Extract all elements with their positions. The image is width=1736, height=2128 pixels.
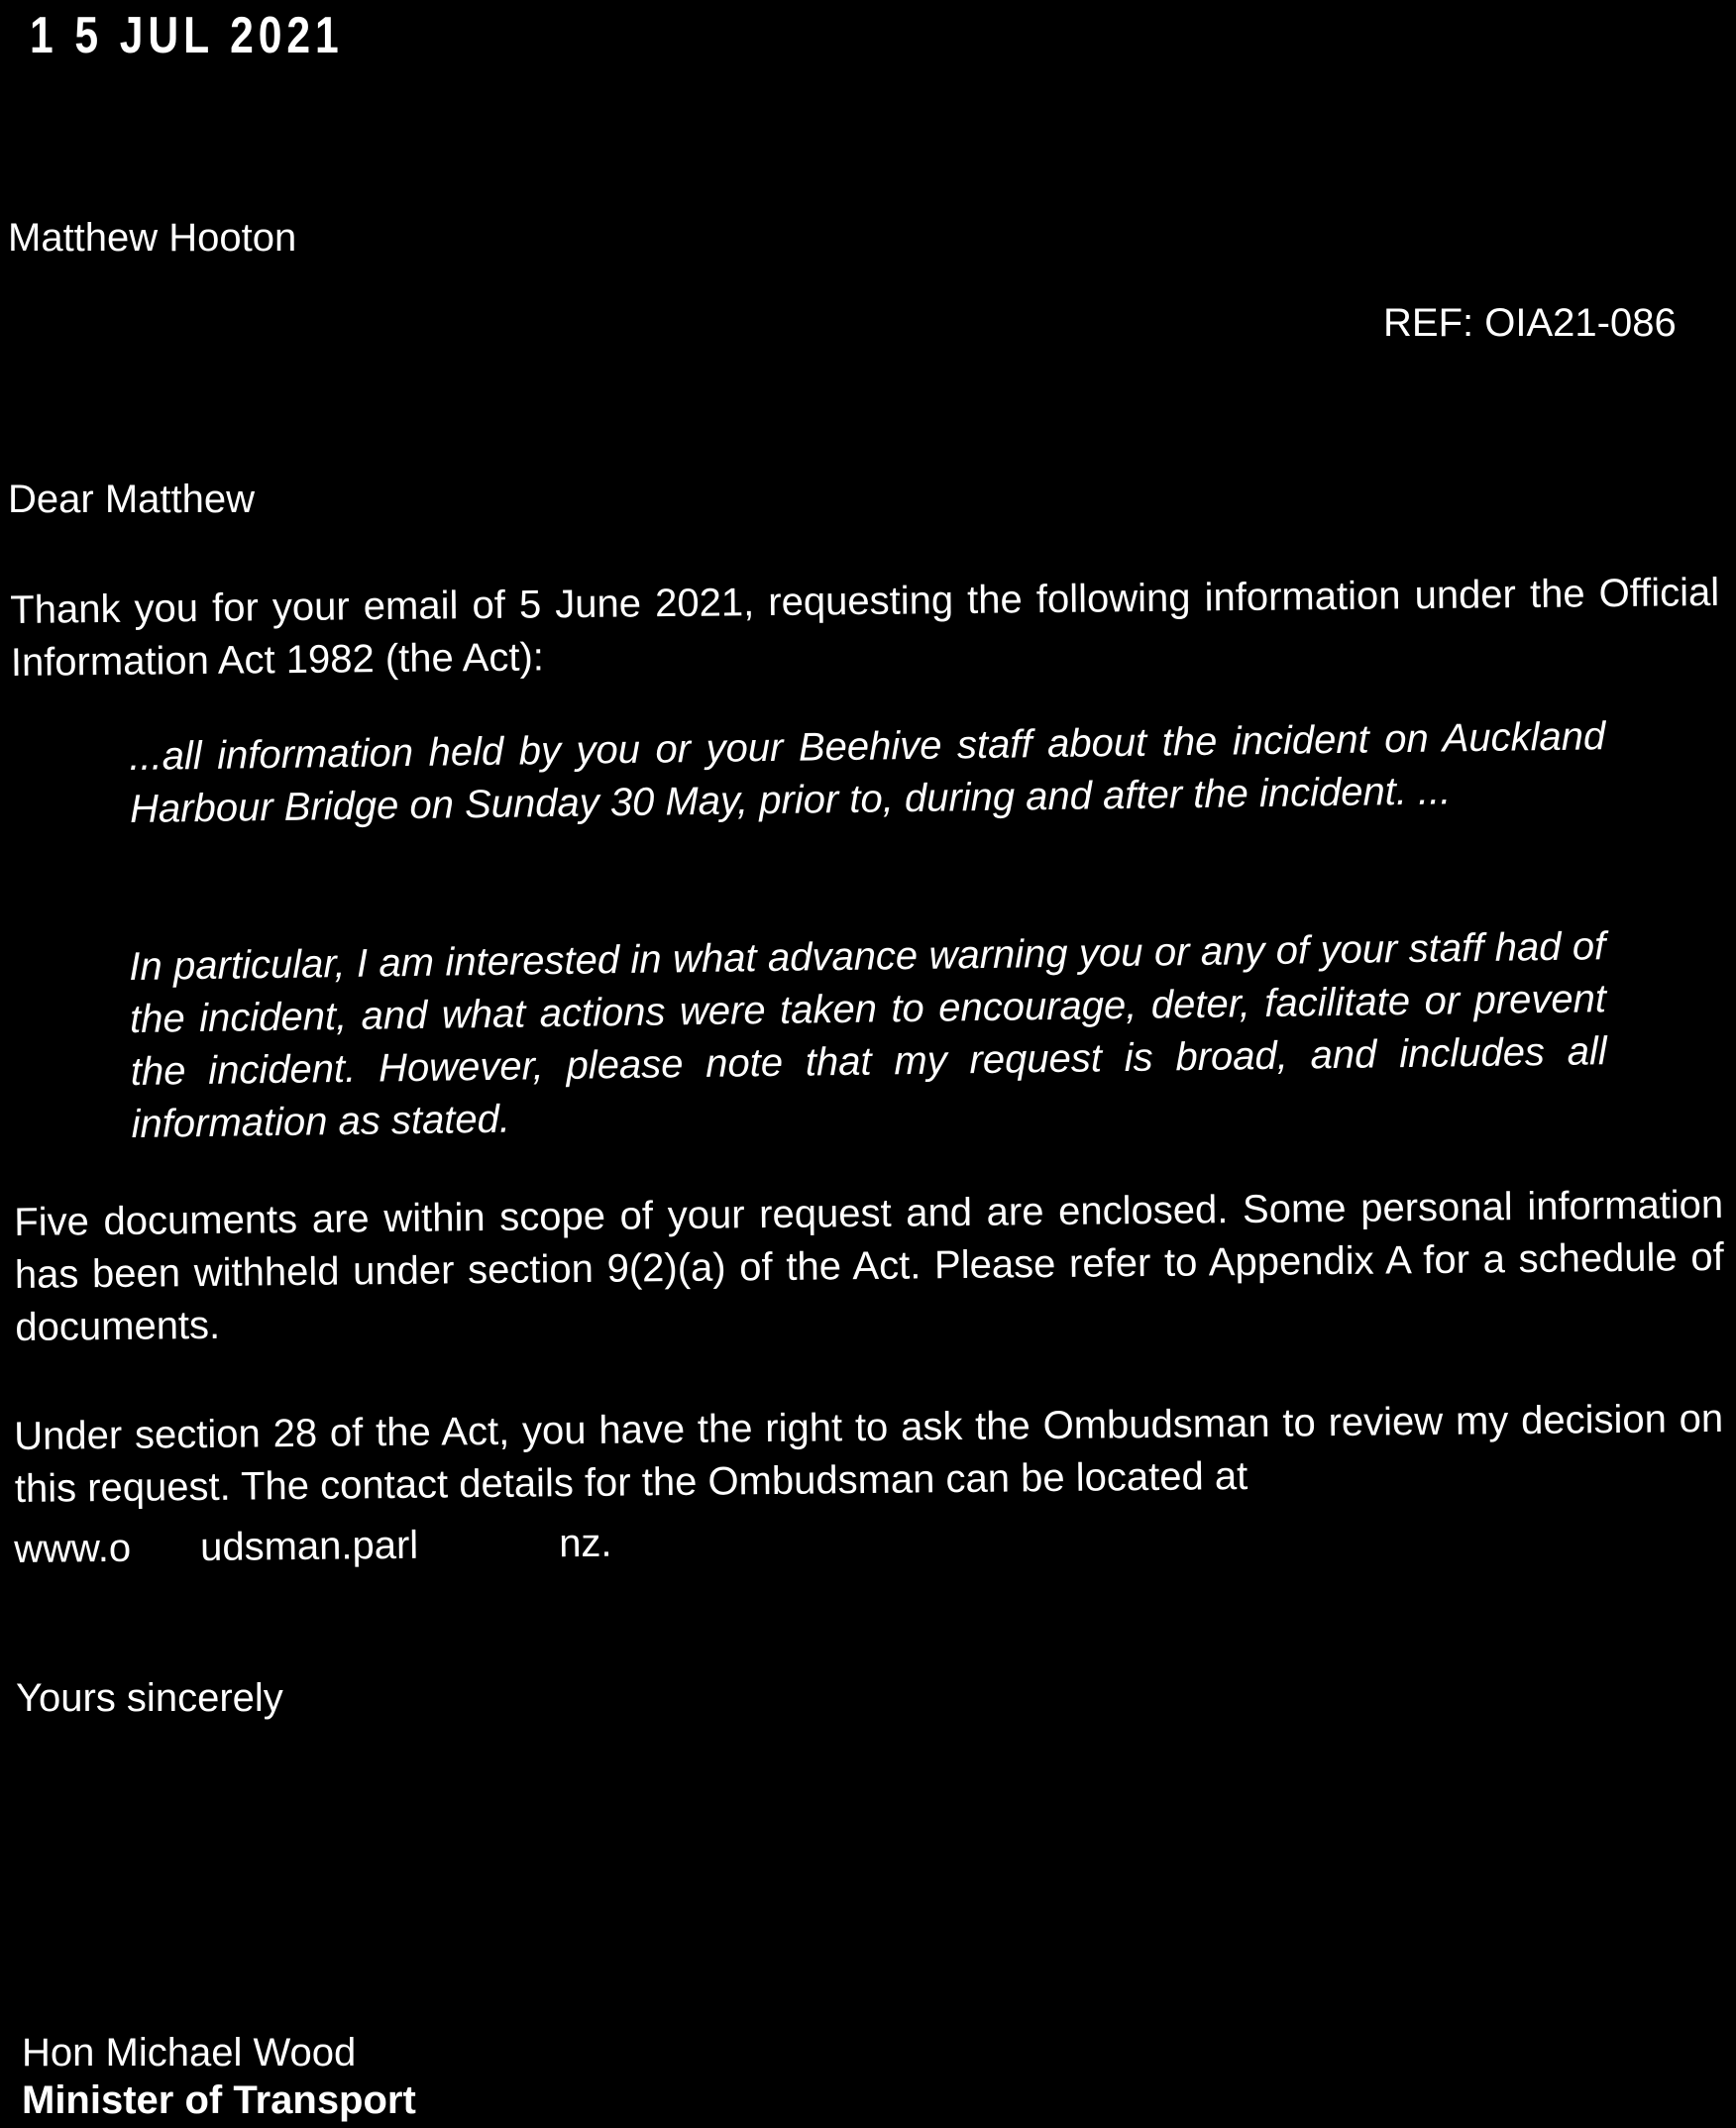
url-fragment-1: www.o (14, 1526, 132, 1571)
ombudsman-paragraph: Under section 28 of the Act, you have the right to ask the Ombudsman to review my decision on this request. The contact details for the Ombudsman can be located at (14, 1396, 1724, 1511)
signatory-title: Minister of Transport (22, 2078, 416, 2122)
quoted-request-paragraph-1: ...all information held by you or your Beehive staff about the incident on Auckland Harbour Bridge on Sunday 30 May, prior to, during and after the incident. ... (129, 714, 1606, 831)
reference-number: REF: OIA21-086 (1383, 301, 1677, 345)
intro-paragraph: Thank you for your email of 5 June 2021, requesting the following information under the Official Information Act 1982 (the Act): (10, 570, 1720, 685)
recipient-name: Matthew Hooton (8, 216, 297, 260)
quoted-request-paragraph-2: In particular, I am interested in what advance warning you or any of your staff had of the incident, and what actions were taken to encourage, deter, facilitate or prevent the incident. However, please note that my request is broad, and includes all information as stated. (129, 924, 1608, 1146)
date-stamp: 1 5 JUL 2021 (30, 7, 344, 64)
ombudsman-url (14, 1518, 612, 1575)
signatory-name: Hon Michael Wood (22, 2031, 357, 2075)
url-fragment-3: nz. (558, 1521, 612, 1566)
salutation: Dear Matthew (8, 478, 255, 521)
documents-paragraph: Five documents are within scope of your request and are enclosed. Some personal information has been withheld under section 9(2)(a) of the Act. Please refer to Appendix A for a schedule of documents. (14, 1182, 1724, 1349)
closing: Yours sincerely (16, 1676, 283, 1720)
url-fragment-2: udsman.parl (199, 1523, 419, 1570)
